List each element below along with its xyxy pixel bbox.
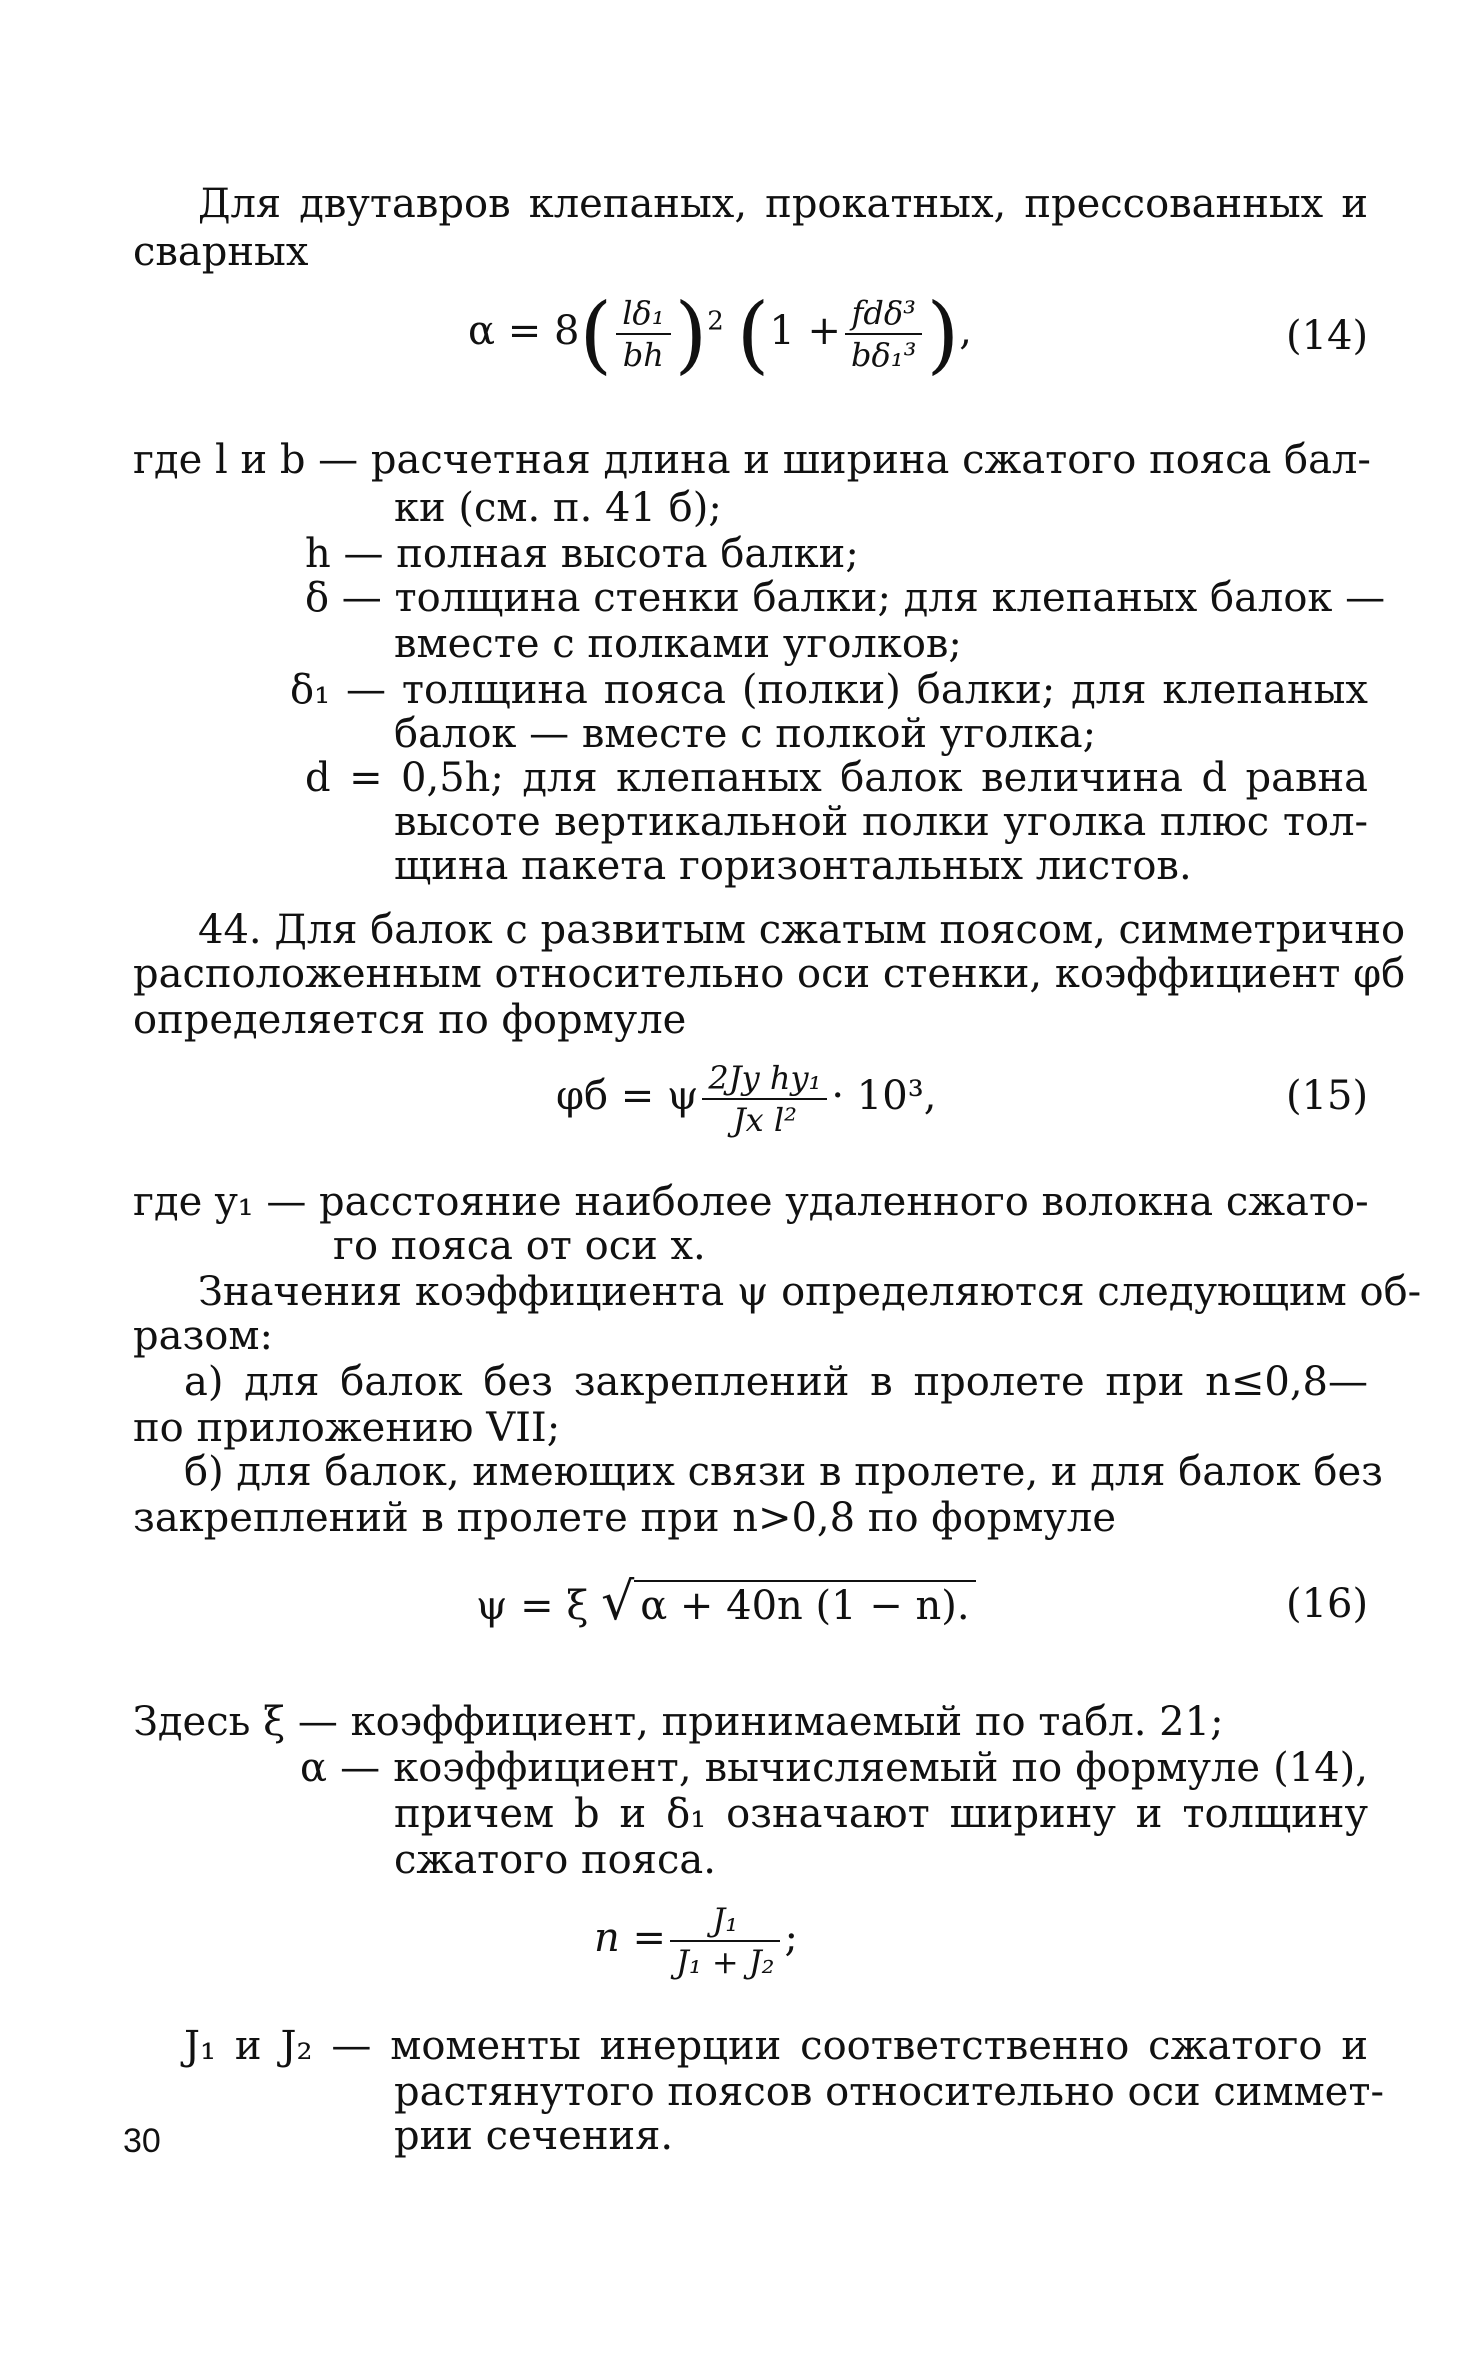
fraction-1-numerator: lδ₁ — [616, 293, 670, 335]
defs14-line-2: ки (см. п. 41 б); — [394, 485, 722, 531]
formula-14-tail: , — [959, 308, 972, 354]
defs14-line-8: d = 0,5h; для клепаных балок величина d равна — [305, 755, 1368, 801]
defs14-line-4: δ — толщина стенки балки; для клепаных балок — — [305, 575, 1386, 621]
defsJ-line-1: J₁ и J₂ — моменты инерции соответственно сжатого и — [184, 2023, 1368, 2069]
formula-n-fraction — [670, 1900, 780, 1982]
equation-number-16: (16) — [1286, 1581, 1369, 1627]
formula-14-one-plus: 1 + — [769, 308, 842, 354]
formula-14-lhs: α = 8 — [468, 308, 580, 354]
defs14-line-9: высоте вертикальной полки уголка плюс тол- — [394, 799, 1368, 845]
fraction-numerator: J₁ — [670, 1900, 780, 1942]
page-number: 30 — [123, 2122, 161, 2160]
intro-line-2: сварных — [133, 229, 309, 275]
defs14-line-1: где l и b — расчетная длина и ширина сжатого пояса бал- — [133, 437, 1371, 483]
psi-line-4: по приложению VII; — [133, 1405, 561, 1451]
formula-14-power: 2 — [707, 306, 724, 337]
psi-line-5: б) для балок, имеющих связи в пролете, и для балок без — [184, 1449, 1383, 1495]
formula-15-lhs: φб = ψ — [556, 1073, 699, 1119]
defsJ-line-2: растянутого поясов относительно оси симмет- — [394, 2069, 1384, 2115]
fraction-2-denominator: bδ₁³ — [851, 336, 917, 374]
defsJ-line-3: рии сечения. — [394, 2113, 674, 2159]
formula-14-fraction-2 — [845, 293, 922, 375]
intro-line-1: Для двутавров клепаных, прокатных, прессованных и — [198, 181, 1368, 227]
paren-open-2: ( — [736, 285, 770, 383]
fraction-denominator: J₁ + J₂ — [676, 1943, 775, 1981]
defs16-line-2: α — коэффициент, вычисляемый по формуле (14), — [300, 1745, 1368, 1791]
defs16-line-1: Здесь ξ — коэффициент, принимаемый по табл. 21; — [133, 1699, 1224, 1745]
defs16-line-3: причем b и δ₁ означают ширину и толщину — [394, 1791, 1368, 1837]
defs14-line-5: вместе с полками уголков; — [394, 621, 962, 667]
p44-line-2: расположенным относительно оси стенки, коэффициент φб — [133, 951, 1406, 997]
p44-line-3: определяется по формуле — [133, 997, 687, 1043]
defs15-line-2: го пояса от оси x. — [333, 1223, 706, 1269]
psi-line-1: Значения коэффициента ψ определяются следующим об- — [198, 1269, 1422, 1315]
paren-open: ( — [579, 285, 613, 383]
fraction-2-numerator: fdδ³ — [845, 293, 922, 335]
formula-n-lhs: n = — [594, 1915, 666, 1961]
equation-number-15: (15) — [1286, 1073, 1369, 1119]
sqrt-sign: √ — [601, 1572, 635, 1632]
formula-16-radicand: α + 40n (1 − n). — [634, 1580, 975, 1630]
formula-15-tail: · 10³, — [831, 1073, 937, 1119]
fraction-numerator: 2Jy hy₁ — [702, 1058, 827, 1100]
defs14-line-3: h — полная высота балки; — [305, 531, 859, 577]
fraction-denominator: Jx l² — [732, 1101, 797, 1139]
fraction-1-denominator: bh — [622, 336, 664, 374]
defs16-line-4: сжатого пояса. — [394, 1837, 716, 1883]
formula-14 — [468, 285, 972, 383]
formula-16 — [476, 1572, 976, 1632]
p44-line-1: 44. Для балок с развитым сжатым поясом, симметрично — [198, 907, 1406, 953]
formula-15-fraction — [702, 1058, 827, 1140]
defs14-line-6: δ₁ — толщина пояса (полки) балки; для клепаных — [290, 667, 1368, 713]
formula-14-fraction-1 — [616, 293, 670, 375]
psi-line-6: закреплений в пролете при n>0,8 по формуле — [133, 1495, 1116, 1541]
formula-n — [594, 1900, 798, 1982]
formula-15 — [556, 1058, 936, 1140]
equation-number-14: (14) — [1286, 313, 1369, 359]
defs14-line-7: балок — вместе с полкой уголка; — [394, 711, 1097, 757]
psi-line-3: а) для балок без закреплений в пролете при n≤0,8— — [184, 1359, 1368, 1405]
defs14-line-10: щина пакета горизонтальных листов. — [394, 843, 1192, 889]
formula-n-tail: ; — [784, 1915, 798, 1961]
paren-close: ) — [674, 285, 708, 383]
defs15-line-1: где y₁ — расстояние наиболее удаленного волокна сжато- — [133, 1179, 1369, 1225]
psi-line-2: разом: — [133, 1313, 273, 1359]
formula-16-lhs: ψ = ξ — [476, 1583, 589, 1629]
paren-close-2: ) — [926, 285, 960, 383]
